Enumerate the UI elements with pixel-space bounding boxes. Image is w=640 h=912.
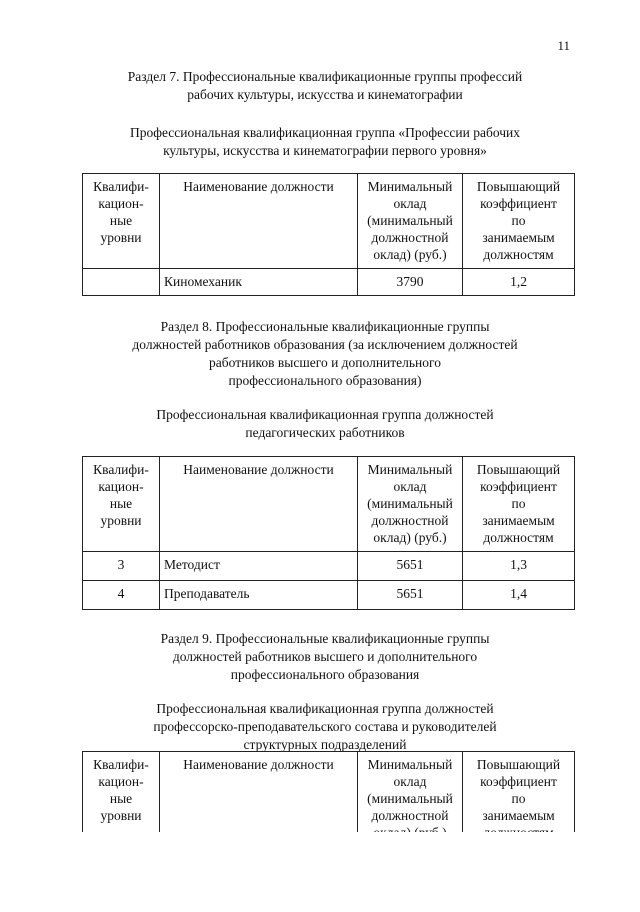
cell-coef: 1,4	[463, 581, 575, 610]
header-salary: Минимальный оклад (минимальный должностной оклад) (руб.)	[358, 174, 463, 269]
section-9-title: Раздел 9. Профессиональные квалификационные группы должностей работников высшего и дополнительного профессионального образования	[160, 631, 490, 682]
header-level: Квалифи- кацион- ные уровни	[83, 174, 160, 269]
table-row	[83, 552, 575, 581]
header-level: Квалифи- кацион- ные уровни	[83, 457, 160, 552]
cell-name: Методист	[160, 552, 358, 581]
header-coef: Повышающий коэффициент по занимаемым должностям	[463, 457, 575, 552]
section-8-title: Раздел 8. Профессиональные квалификационные группы должностей работников образования (за исключением должностей работников высшего и дополнительного профессионального образования)	[132, 319, 518, 388]
table-row	[83, 269, 575, 296]
header-name: Наименование должности	[160, 457, 358, 552]
header-coef: Повышающий коэффициент по занимаемым должностям	[463, 174, 575, 269]
section-7-table	[82, 173, 575, 296]
header-level: Квалифи- кацион- ные уровни	[83, 752, 160, 847]
section-9-group-title: Профессиональная квалификационная группа должностей профессорско-преподавательского состава и руководителей структурных подразделений	[153, 701, 497, 752]
section-7-group-title: Профессиональная квалификационная группа «Профессии рабочих культуры, искусства и кинематографии первого уровня»	[129, 125, 521, 158]
section-8-group-title: Профессиональная квалификационная группа должностей педагогических работников	[156, 407, 494, 440]
section-7-title: Раздел 7. Профессиональные квалификационные группы профессий рабочих культуры, искусства и кинематографии	[127, 69, 523, 102]
header-salary: Минимальный оклад (минимальный должностной оклад) (руб.)	[358, 457, 463, 552]
cell-salary: 5651	[358, 552, 463, 581]
header-salary: Минимальный оклад (минимальный должностной	[358, 752, 463, 847]
header-name: Наименование должности	[160, 752, 358, 847]
cell-level: 3	[83, 552, 160, 581]
page-number: 11	[557, 38, 570, 53]
cell-salary: 5651	[358, 581, 463, 610]
cell-salary: 3790	[358, 269, 463, 296]
table-header-row	[83, 457, 575, 552]
table-row	[83, 581, 575, 610]
table-header-row	[83, 174, 575, 269]
header-coef: Повышающий коэффициент по занимаемым	[463, 752, 575, 847]
header-name: Наименование должности	[160, 174, 358, 269]
cell-coef: 1,2	[463, 269, 575, 296]
cell-name: Киномеханик	[160, 269, 358, 296]
cell-name: Преподаватель	[160, 581, 358, 610]
cell-level: 4	[83, 581, 160, 610]
cell-level	[83, 269, 160, 296]
page-bottom-mask	[0, 832, 640, 912]
section-8-table	[82, 456, 575, 610]
cell-coef: 1,3	[463, 552, 575, 581]
